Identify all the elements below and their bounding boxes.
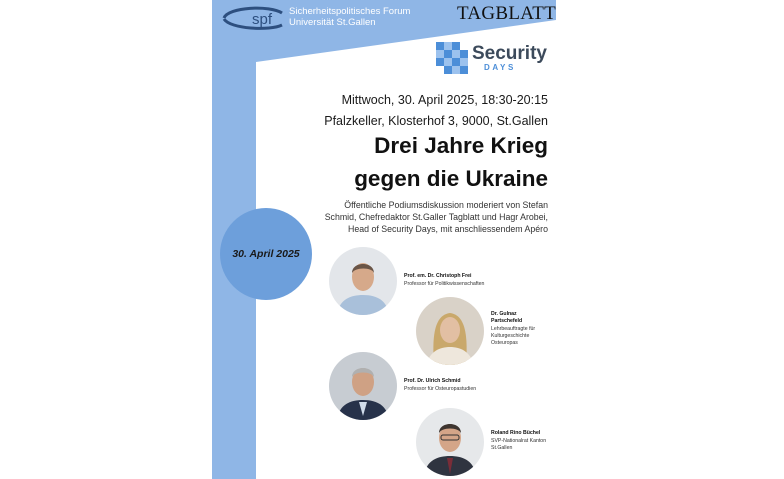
event-datetime: Mittwoch, 30. April 2025, 18:30-20:15 xyxy=(341,93,548,107)
speaker-name-buechel: Roland Rino Büchel xyxy=(491,430,541,436)
speaker-role-line-1: Lehrbeauftragte für xyxy=(491,326,536,332)
description-line-1: Öffentliche Podiumsdiskussion moderiert von Stefan xyxy=(344,200,548,210)
speaker-name-line-2: Partschefeld xyxy=(491,318,523,324)
speaker-portrait-icon xyxy=(329,247,397,315)
date-badge-text: 30. April 2025 xyxy=(232,248,300,260)
organization-name xyxy=(289,6,410,28)
spf-logo-icon xyxy=(220,4,292,32)
speaker-name-partschefeld xyxy=(491,311,522,325)
speaker-role-schmid: Professor für Osteuropastudien xyxy=(404,386,477,392)
speaker-role-partschefeld xyxy=(491,326,535,347)
speaker-photo-frei xyxy=(329,247,397,315)
speaker-name-frei: Prof. em. Dr. Christoph Frei xyxy=(404,273,472,279)
speaker-role-line-1: SVP-Nationalrat Kanton xyxy=(491,438,547,444)
event-description xyxy=(308,199,548,235)
checkered-grid-icon xyxy=(436,42,468,74)
speaker-name-line-1: Dr. Gulnaz xyxy=(491,311,517,317)
speaker-portrait-icon xyxy=(416,297,484,365)
speaker-role-frei: Professor für Politikwissenschaften xyxy=(404,281,485,287)
spf-logo-text: spf xyxy=(252,11,273,28)
description-line-2: Schmid, Chefredaktor St.Galler Tagblatt und Hagr Arobei, xyxy=(324,212,548,222)
speaker-portrait-icon xyxy=(329,352,397,420)
tagblatt-logo: TAGBLATT xyxy=(457,3,556,24)
security-days-title: Security xyxy=(472,43,547,64)
security-days-subtitle: DAYS xyxy=(484,63,516,72)
speaker-role-line-2: St.Gallen xyxy=(491,445,513,451)
speaker-photo-schmid xyxy=(329,352,397,420)
speaker-photo-buechel xyxy=(416,408,484,476)
speaker-role-line-2: Kulturgeschichte xyxy=(491,333,530,339)
speaker-photo-partschefeld xyxy=(416,297,484,365)
event-poster xyxy=(212,0,556,479)
org-line-2: Universität St.Gallen xyxy=(289,17,376,28)
event-location: Pfalzkeller, Klosterhof 3, 9000, St.Gallen xyxy=(324,114,548,128)
speaker-portrait-icon xyxy=(416,408,484,476)
speaker-name-schmid: Prof. Dr. Ulrich Schmid xyxy=(404,378,461,384)
speaker-role-line-3: Osteuropas xyxy=(491,340,518,346)
org-line-1: Sicherheitspolitisches Forum xyxy=(289,6,411,17)
description-line-3: Head of Security Days, mit anschliessendem Apéro xyxy=(348,224,548,234)
speaker-role-buechel xyxy=(491,438,546,452)
date-badge xyxy=(220,208,312,300)
event-title-line-1: Drei Jahre Krieg xyxy=(374,133,548,158)
event-title-line-2: gegen die Ukraine xyxy=(354,166,548,191)
